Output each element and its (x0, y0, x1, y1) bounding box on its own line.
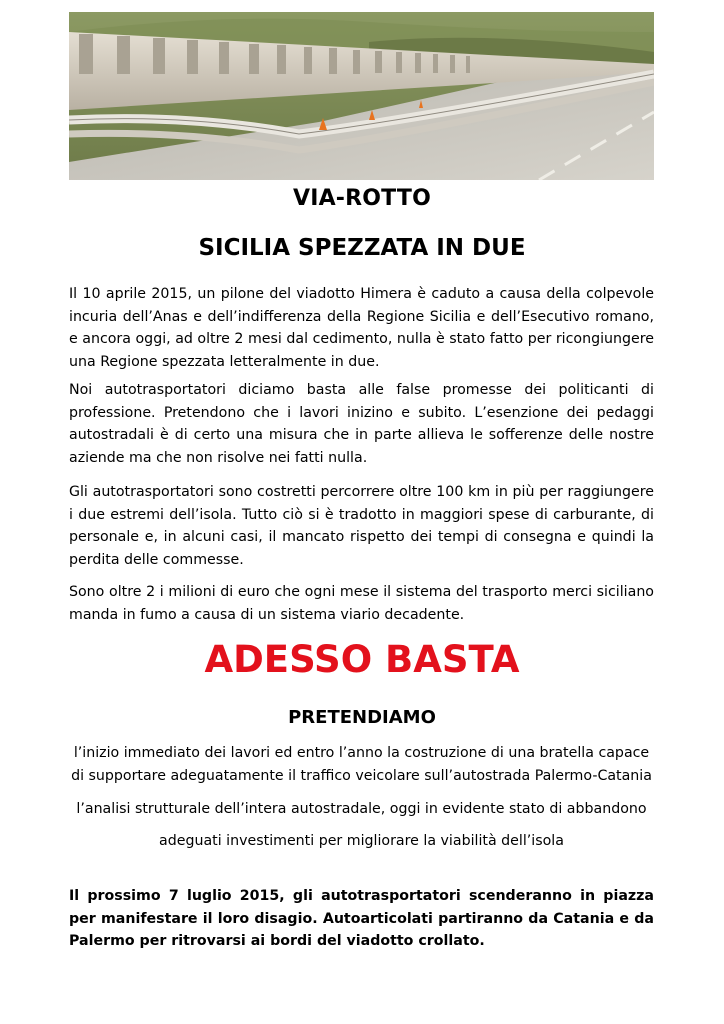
viaduct-image (69, 12, 654, 180)
call-to-action: Il prossimo 7 luglio 2015, gli autotrasportatori scenderanno in piazza per manifestare il loro disagio. Autoarticolati partiranno da Catania e da Palermo per ritrovarsi ai bordi del viadotto crollato. (69, 888, 654, 949)
body-paragraph: Gli autotrasportatori sono costretti percorrere oltre 100 km in più per raggiungere i due estremi dell’isola. Tutto ciò si è tradotto in maggiori spese di carburante, di personale e, in alcuni casi, il mancato rispetto dei tempi di consegna e quindi la perdita delle commesse. (69, 484, 654, 568)
page-title: VIA-ROTTO (292, 186, 432, 211)
body-paragraph: Noi autotrasportatori diciamo basta alle false promesse dei politicanti di professione. Pretendono che i lavori inizino e subito. L’esenzione dei pedaggi autostradali è di certo una misura che in parte allieva le sofferenze delle nostre aziende ma che non risolve nei fatti nulla. (69, 382, 654, 466)
demands-heading: PRETENDIAMO (288, 707, 436, 728)
slogan-banner: ADESSO BASTA (204, 638, 520, 681)
collapsed-viaduct-photo (69, 12, 654, 180)
demand-item: adeguati investimenti per migliorare la viabilità dell’isola (159, 833, 564, 849)
body-paragraph: Sono oltre 2 i milioni di euro che ogni mese il sistema del trasporto merci siciliano manda in fumo a causa di un sistema viario decadente. (69, 584, 654, 623)
demand-item: l’inizio immediato dei lavori ed entro l’anno la costruzione di una bratella capace di supportare adeguatamente il traffico veicolare sull’autostrada Palermo-Catania (71, 745, 652, 784)
page-subtitle: SICILIA SPEZZATA IN DUE (198, 235, 526, 261)
demand-item: l’analisi strutturale dell’intera autostradale, oggi in evidente stato di abbandono (76, 801, 647, 817)
body-paragraph: Il 10 aprile 2015, un pilone del viadotto Himera è caduto a causa della colpevole incuria dell’Anas e dell’indifferenza della Regione Sicilia e dell’Esecutivo romano, e ancora oggi, ad oltre 2 mesi dal cedimento, nulla è stato fatto per ricongiungere una Regione spezzata letteralmente in due. (69, 286, 654, 370)
